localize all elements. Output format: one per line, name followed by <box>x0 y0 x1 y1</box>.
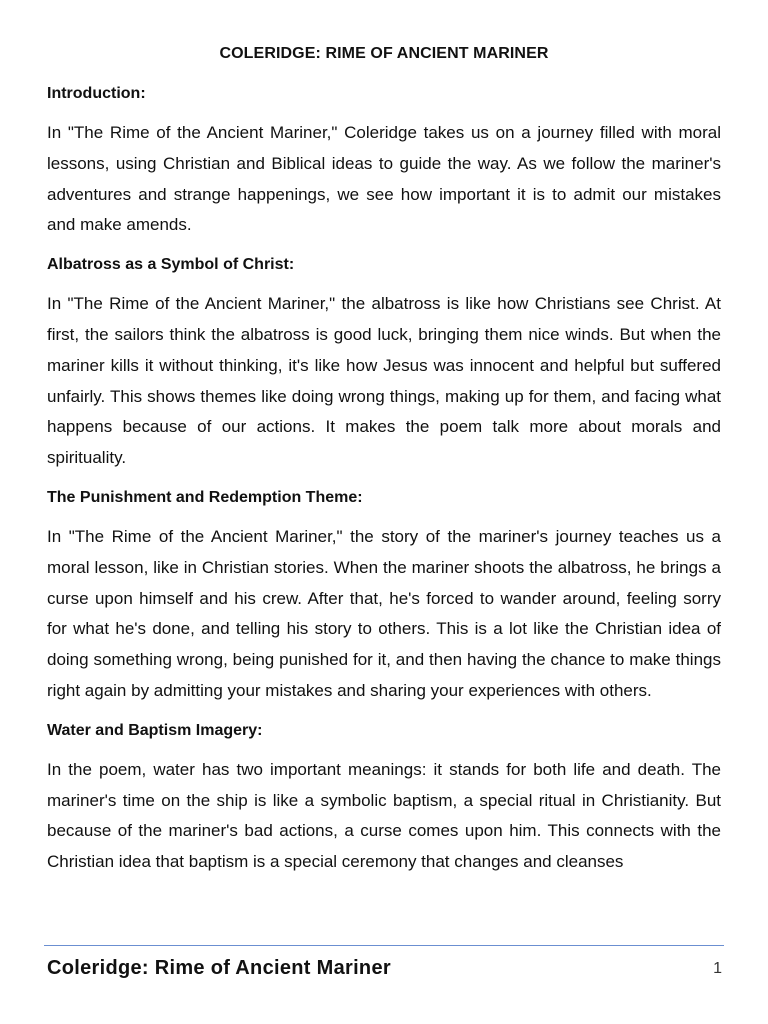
page-number: 1 <box>713 960 722 977</box>
document-page <box>47 40 721 888</box>
document-title: COLERIDGE: RIME OF ANCIENT MARINER <box>219 45 549 62</box>
section-heading: Water and Baptism Imagery: <box>47 721 263 739</box>
section-heading: Introduction: <box>47 85 146 102</box>
section-water-baptism <box>47 717 721 878</box>
section-paragraph: In "The Rime of the Ancient Mariner," Coleridge takes us on a journey filled with moral lessons, using Christian and Biblical ideas to guide the way. As we follow the mariner's adventures and strange happenings, we see how important it is to admit our mistakes and make amends. <box>47 123 721 235</box>
section-punishment-redemption <box>47 484 721 707</box>
section-paragraph: In the poem, water has two important meanings: it stands for both life and death. The mariner's time on the ship is like a symbolic baptism, a special ritual in Christianity. But because of the mariner's bad actions, a curse comes upon him. This connects with the Christian idea that baptism is a special ceremony that changes and cleanses <box>47 759 721 872</box>
section-albatross <box>47 251 721 474</box>
section-heading: Albatross as a Symbol of Christ: <box>47 256 295 274</box>
section-introduction <box>47 80 721 241</box>
section-heading: The Punishment and Redemption Theme: <box>47 488 363 506</box>
footer-divider <box>44 945 724 946</box>
section-paragraph: In "The Rime of the Ancient Mariner," the albatross is like how Christians see Christ. At first, the sailors think the albatross is good luck, bringing them nice winds. But when the mariner kills it without thinking, it's like how Jesus was innocent and helpful but suffered unfairly. This shows themes like doing wrong things, making up for them, and facing what happens because of our actions. It makes the poem talk more about morals and spirituality. <box>47 294 721 468</box>
footer-title: Coleridge: Rime of Ancient Mariner <box>47 957 391 979</box>
section-paragraph: In "The Rime of the Ancient Mariner," the story of the mariner's journey teaches us a moral lesson, like in Christian stories. When the mariner shoots the albatross, he brings a curse upon himself and his crew. After that, he's forced to wander around, feeling sorry for what he's done, and telling his story to others. This is a lot like the Christian idea of doing something wrong, being punished for it, and then having the chance to make things right again by admitting your mistakes and sharing your experiences with others. <box>47 526 721 700</box>
